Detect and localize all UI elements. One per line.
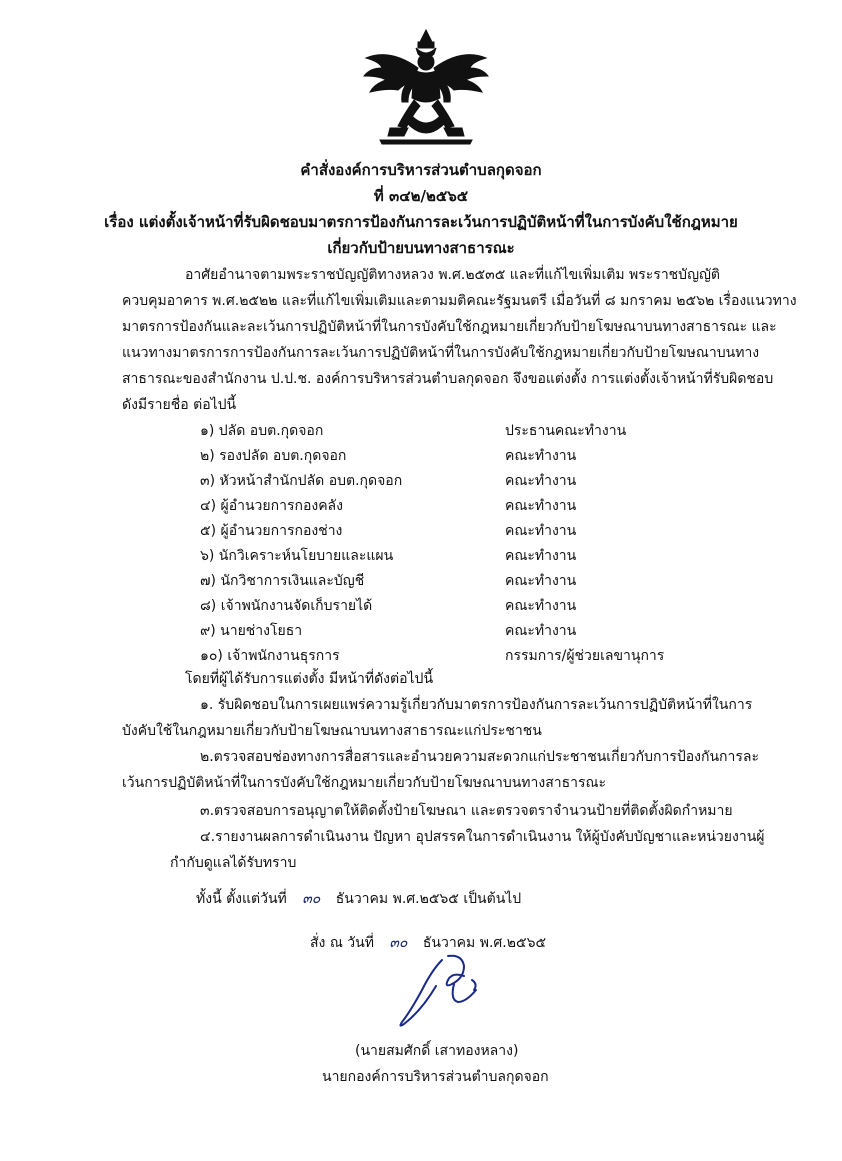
member-role: คณะทำงาน (505, 623, 577, 639)
member-role: คณะทำงาน (505, 498, 577, 514)
member-name: ๖) นักวิเคราะห์นโยบายและแผน (200, 548, 394, 564)
preamble-line: มาตรการป้องกันและละเว้นการปฏิบัติหน้าที่ในการบังคับใช้กฎหมายเกี่ยวกับป้ายโฆษณาบนทางสาธารณะ และ (122, 319, 777, 335)
duty-line: ๓.ตรวจสอบการอนุญาตให้ติดตั้งป้ายโฆษณา และตรวจตราจำนวนป้ายที่ติดตั้งผิดกำหมาย (200, 803, 733, 819)
duty-line: ๔.รายงานผลการดำเนินงาน ปัญหา อุปสรรคในการดำเนินงาน ให้ผู้บังคับบัญชาและหน่วยงานผู้ (200, 829, 765, 845)
duty-line: เว้นการปฏิบัติหน้าที่ในการบังคับใช้กฎหมายเกี่ยวกับป้ายโฆษณาบนทางสาธารณะ (122, 775, 607, 791)
member-role: คณะทำงาน (505, 573, 577, 589)
signatory-position: นายกองค์การบริหารส่วนตำบลกุดจอก (322, 1069, 549, 1085)
duty-line: ๑. รับผิดชอบในการเผยแพร่ความรู้เกี่ยวกับมาตรการป้องกันการละเว้นการปฏิบัติหน้าที่ในการ (200, 697, 753, 713)
preamble-line: แนวทางมาตรการการป้องกันการละเว้นการปฏิบัติหน้าที่ในการบังคับใช้กฎหมายเกี่ยวกับป้ายโฆษณาบนทาง (122, 345, 760, 361)
preamble-line: อาศัยอำนาจตามพระราชบัญญัติทางหลวง พ.ศ.๒๕๓๕ และที่แก้ไขเพิ่มเติม พระราชบัญญัติ (185, 267, 721, 283)
duty-line: กำกับดูแลได้รับทราบ (170, 855, 297, 871)
signatory-name: (นายสมศักดิ์ เสาทองหลาง) (355, 1043, 519, 1059)
ordered-suffix: ธันวาคม พ.ศ.๒๕๖๕ (422, 935, 547, 951)
member-role: คณะทำงาน (505, 473, 577, 489)
duty-line: ๒.ตรวจสอบช่องทางการสื่อสารและอำนวยความสะดวกแก่ประชาชนเกี่ยวกับการป้องกันการละ (200, 749, 759, 765)
member-role: คณะทำงาน (505, 448, 577, 464)
member-name: ๔) ผู้อำนวยการกองคลัง (200, 498, 343, 514)
duty-line: บังคับใช้ในกฎหมายเกี่ยวกับป้ายโฆษณาบนทางสาธารณะแก่ประชาชน (122, 723, 542, 739)
subject-line-1: เรื่อง แต่งตั้งเจ้าหน้าที่รับผิดชอบมาตรการป้องกันการละเว้นการปฏิบัติหน้าที่ในการบังคับใช้กฎหมาย (104, 213, 738, 231)
member-name: ๘) เจ้าพนักงานจัดเก็บรายได้ (200, 598, 373, 614)
member-name: ๑) ปลัด อบต.กุดจอก (200, 423, 324, 439)
member-name: ๕) ผู้อำนวยการกองช่าง (200, 523, 343, 539)
effective-day: ๓๐ (302, 891, 321, 907)
member-role: ประธานคณะทำงาน (505, 423, 627, 439)
member-name: ๒) รองปลัด อบต.กุดจอก (200, 448, 347, 464)
member-role: คณะทำงาน (505, 598, 577, 614)
order-number: ที่ ๓๔๒/๒๕๖๕ (373, 187, 469, 205)
member-role: คณะทำงาน (505, 548, 577, 564)
preamble-line: ควบคุมอาคาร พ.ศ.๒๕๒๒ และที่แก้ไขเพิ่มเติมและตามมติคณะรัฐมนตรี เมื่อวันที่ ๘ มกราคม ๒๕๖๒ เรื่องแนวทาง (122, 293, 797, 309)
member-name: ๙) นายช่างโยธา (200, 623, 303, 639)
preamble-line: ดังมีรายชื่อ ต่อไปนี้ (122, 397, 237, 413)
duties-intro: โดยที่ผู้ได้รับการแต่งตั้ง มีหน้าที่ดังต่อไปนี้ (185, 671, 434, 687)
signature-mark (392, 950, 502, 1030)
ordered-day: ๓๐ (389, 935, 408, 951)
effective-suffix: ธันวาคม พ.ศ.๒๕๖๕ เป็นต้นไป (335, 891, 522, 907)
subject-line-2: เกี่ยวกับป้ายบนทางสาธารณะ (327, 239, 515, 257)
effective-date (196, 888, 521, 910)
member-name: ๓) หัวหน้าสำนักปลัด อบต.กุดจอก (200, 473, 403, 489)
effective-prefix: ทั้งนี้ ตั้งแต่วันที่ (196, 891, 287, 907)
preamble-line: สาธารณะของสำนักงาน ป.ป.ช. องค์การบริหารส่วนตำบลกุดจอก จึงขอแต่งตั้ง การแต่งตั้งเจ้าหน้าที่รับผิดชอบ (122, 371, 774, 387)
order-title: คำสั่งองค์การบริหารส่วนตำบลกุดจอก (300, 161, 542, 179)
garuda-emblem-icon (360, 28, 492, 146)
ordered-prefix: สั่ง ณ วันที่ (310, 935, 374, 951)
member-role: กรรมการ/ผู้ช่วยเลขานุการ (505, 648, 665, 664)
member-name: ๑๐) เจ้าพนักงานธุรการ (200, 648, 340, 664)
member-role: คณะทำงาน (505, 523, 577, 539)
member-name: ๗) นักวิชาการเงินและบัญชี (200, 573, 365, 589)
